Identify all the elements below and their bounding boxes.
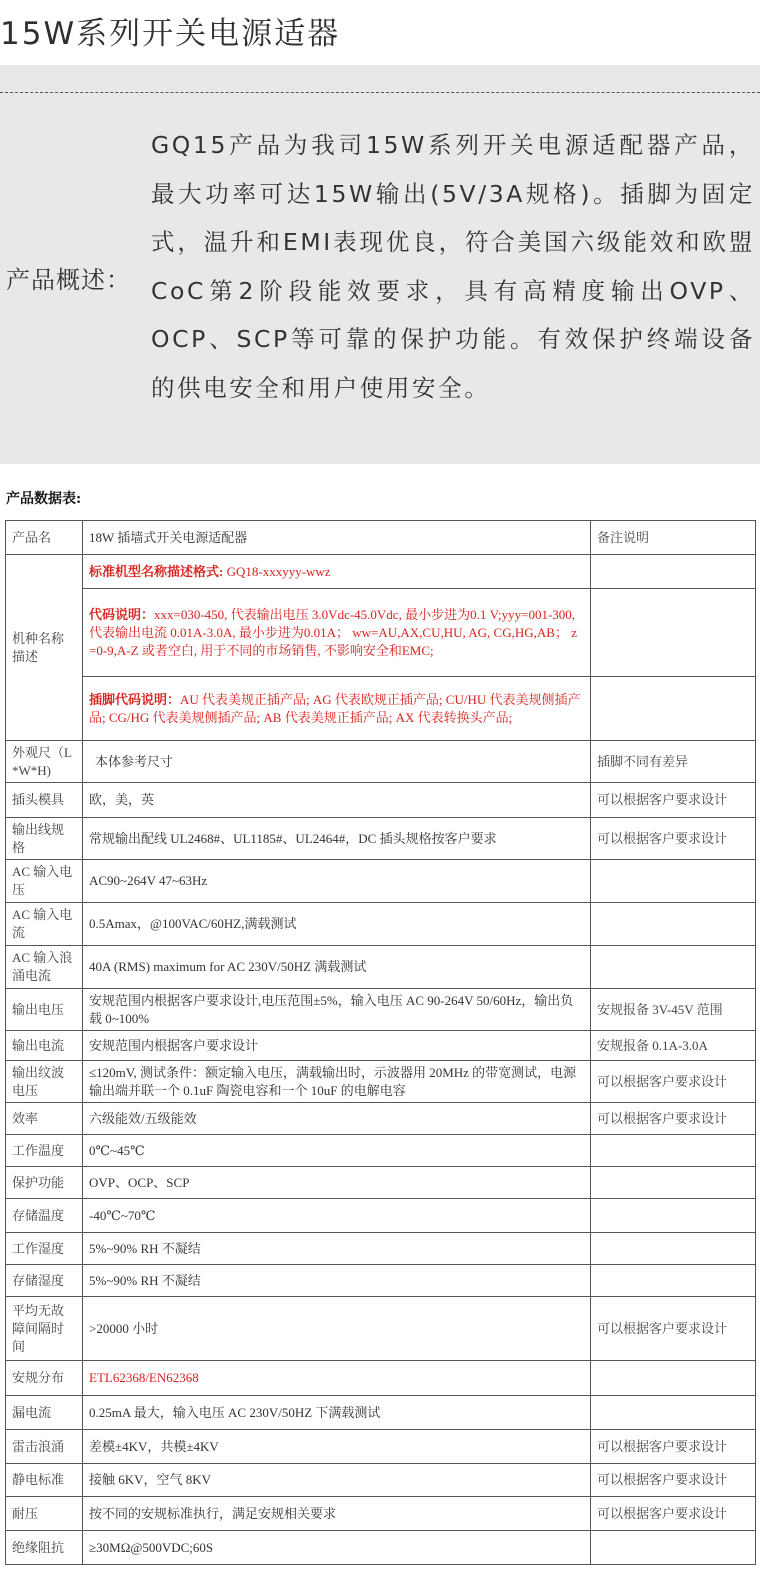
- row-note: [591, 903, 756, 946]
- row-value: 0.25mA 最大，输入电压 AC 230V/50HZ 下满载测试: [83, 1396, 591, 1430]
- row-name: 绝缘阻抗: [6, 1531, 83, 1565]
- row-note: 插脚不同有差异: [591, 741, 756, 783]
- header-cell-name: 产品名: [6, 521, 83, 555]
- row-note: [591, 860, 756, 903]
- table-row: [6, 783, 756, 818]
- row-value: 0.5Amax，@100VAC/60HZ,满载测试: [83, 903, 591, 946]
- row-note: [591, 946, 756, 989]
- row-name: AC 输入电流: [6, 903, 83, 946]
- table-row: [6, 1497, 756, 1531]
- plug-label: 插脚代码说明：: [89, 691, 181, 707]
- code-label: 代码说明：: [89, 606, 155, 622]
- row-value: 六级能效/五级能效: [83, 1103, 591, 1135]
- row-value: ≤120mV, 测试条件：额定输入电压，满载输出时，示波器用 20MHz 的带宽测试，电源输出端并联一个 0.1uF 陶瓷电容和一个 10uF 的电解电容: [83, 1061, 591, 1103]
- row-name: 工作湿度: [6, 1233, 83, 1265]
- table-row: [6, 1135, 756, 1167]
- model-format-label: 标准机型名称描述格式:: [89, 563, 224, 579]
- model-plug-cell: [83, 677, 591, 741]
- code-text: xxx=030-450, 代表输出电压 3.0Vdc-45.0Vdc, 最小步进为0.1 V;yyy=001-300, 代表输出电流 0.01A-3.0A, 最小步进为0.01A； ww=AU,AX,CU,HU, AG, CG,HG,AB； z=0-9,A-Z 或者空白, 用于不同的市场销售, 不影响安全和EMC;: [89, 606, 577, 658]
- table-row: [6, 1031, 756, 1061]
- row-name: 外观尺（L*W*H): [6, 741, 83, 783]
- model-label-cell: 机种名称描述: [6, 555, 83, 741]
- row-note: 安规报备 0.1A-3.0A: [591, 1031, 756, 1061]
- row-value: AC90~264V 47~63Hz: [83, 860, 591, 903]
- row-value: 欧，美，英: [83, 783, 591, 818]
- row-value: 常规输出配线 UL2468#、UL1185#、UL2464#，DC 插头规格按客户要求: [83, 818, 591, 860]
- row-name: 雷击浪涌: [6, 1430, 83, 1464]
- page-title: 15W系列开关电源适器: [0, 16, 341, 52]
- model-code-note: [591, 589, 756, 677]
- table-row: [6, 818, 756, 860]
- row-name: 输出线规格: [6, 818, 83, 860]
- row-name: 输出电流: [6, 1031, 83, 1061]
- model-format-value: GQ18-xxxyyy-wwz: [226, 563, 331, 579]
- row-note: 可以根据客户要求设计: [591, 1464, 756, 1497]
- row-note: 可以根据客户要求设计: [591, 1103, 756, 1135]
- table-row: [6, 1103, 756, 1135]
- row-value: 按不同的安规标准执行，满足安规相关要求: [83, 1497, 591, 1531]
- row-value: 差模±4KV，共模±4KV: [83, 1430, 591, 1464]
- header-cell-note: 备注说明: [591, 521, 756, 555]
- row-name: 静电标准: [6, 1464, 83, 1497]
- row-name: 输出电压: [6, 989, 83, 1031]
- row-value: 本体参考尺寸: [83, 741, 591, 783]
- model-plug-note: [591, 677, 756, 741]
- row-note: [591, 1361, 756, 1396]
- row-value: -40℃~70℃: [83, 1199, 591, 1233]
- row-name: 输出纹波电压: [6, 1061, 83, 1103]
- overview-label: 产品概述：: [6, 266, 131, 294]
- row-note: [591, 1531, 756, 1565]
- row-note: [591, 1167, 756, 1199]
- model-format-note: [591, 555, 756, 589]
- row-name: 耐压: [6, 1497, 83, 1531]
- row-note: [591, 1396, 756, 1430]
- row-value: 安规范围内根据客户要求设计: [83, 1031, 591, 1061]
- row-name: 存储温度: [6, 1199, 83, 1233]
- row-value: 40A (RMS) maximum for AC 230V/50HZ 满载测试: [83, 946, 591, 989]
- row-note: 安规报备 3V-45V 范围: [591, 989, 756, 1031]
- table-row: [6, 1297, 756, 1361]
- row-name: 安规分布: [6, 1361, 83, 1396]
- table-header-row: [6, 521, 756, 555]
- header-cell-product: 18W 插墙式开关电源适配器: [83, 521, 591, 555]
- row-note: 可以根据客户要求设计: [591, 1297, 756, 1361]
- row-name: 工作温度: [6, 1135, 83, 1167]
- row-value: 0℃~45℃: [83, 1135, 591, 1167]
- dashed-divider: [0, 92, 760, 93]
- table-row: [6, 1265, 756, 1297]
- row-value: ≥30MΩ@500VDC;60S: [83, 1531, 591, 1565]
- model-format-row: [6, 555, 756, 589]
- table-row: [6, 1199, 756, 1233]
- row-name: 插头模具: [6, 783, 83, 818]
- row-value: 安规范围内根据客户要求设计,电压范围±5%，输入电压 AC 90-264V 50/60Hz，输出负载 0~100%: [83, 989, 591, 1031]
- table-row: [6, 946, 756, 989]
- table-row: [6, 1464, 756, 1497]
- table-row: [6, 1361, 756, 1396]
- table-row: [6, 1430, 756, 1464]
- table-row: [6, 1167, 756, 1199]
- overview-text: GQ15产品为我司15W系列开关电源适配器产品，最大功率可达15W输出(5V/3A规格)。插脚为固定式，温升和EMI表现优良，符合美国六级能效和欧盟CoC第2阶段能效要求，具有高精度输出OVP、OCP、SCP等可靠的保护功能。有效保护终端设备的供电安全和用户使用安全。: [151, 131, 755, 402]
- row-name: AC 输入浪涌电流: [6, 946, 83, 989]
- row-name: 效率: [6, 1103, 83, 1135]
- row-note: 可以根据客户要求设计: [591, 818, 756, 860]
- row-value: 接触 6KV，空气 8KV: [83, 1464, 591, 1497]
- row-note: 可以根据客户要求设计: [591, 1061, 756, 1103]
- row-note: [591, 1135, 756, 1167]
- row-name: 漏电流: [6, 1396, 83, 1430]
- model-code-row: [6, 589, 756, 677]
- row-note: [591, 1265, 756, 1297]
- spec-table: [5, 520, 756, 1565]
- row-note: 可以根据客户要求设计: [591, 783, 756, 818]
- row-note: 可以根据客户要求设计: [591, 1430, 756, 1464]
- table-row: [6, 741, 756, 783]
- row-note: [591, 1233, 756, 1265]
- row-value: 5%~90% RH 不凝结: [83, 1233, 591, 1265]
- table-row: [6, 903, 756, 946]
- model-code-cell: [83, 589, 591, 677]
- table-row: [6, 1396, 756, 1430]
- row-name: AC 输入电压: [6, 860, 83, 903]
- row-value: ETL62368/EN62368: [83, 1361, 591, 1396]
- table-row: [6, 989, 756, 1031]
- product-overview-panel: [0, 65, 760, 464]
- row-value: 5%~90% RH 不凝结: [83, 1265, 591, 1297]
- datasheet-title: 产品数据表:: [6, 491, 82, 507]
- row-note: [591, 1199, 756, 1233]
- row-name: 保护功能: [6, 1167, 83, 1199]
- model-format-cell: [83, 555, 591, 589]
- row-name: 平均无故障间隔时间: [6, 1297, 83, 1361]
- table-row: [6, 1531, 756, 1565]
- row-name: 存储湿度: [6, 1265, 83, 1297]
- table-row: [6, 1061, 756, 1103]
- plug-text: AU 代表美规正插产品; AG 代表欧规正插产品; CU/HU 代表美规侧插产品; CG/HG 代表美规侧插产品; AB 代表美规正插产品; AX 代表转换头产品;: [89, 691, 581, 725]
- table-row: [6, 860, 756, 903]
- row-value: OVP、OCP、SCP: [83, 1167, 591, 1199]
- model-plug-row: [6, 677, 756, 741]
- row-value: >20000 小时: [83, 1297, 591, 1361]
- row-note: 可以根据客户要求设计: [591, 1497, 756, 1531]
- table-row: [6, 1233, 756, 1265]
